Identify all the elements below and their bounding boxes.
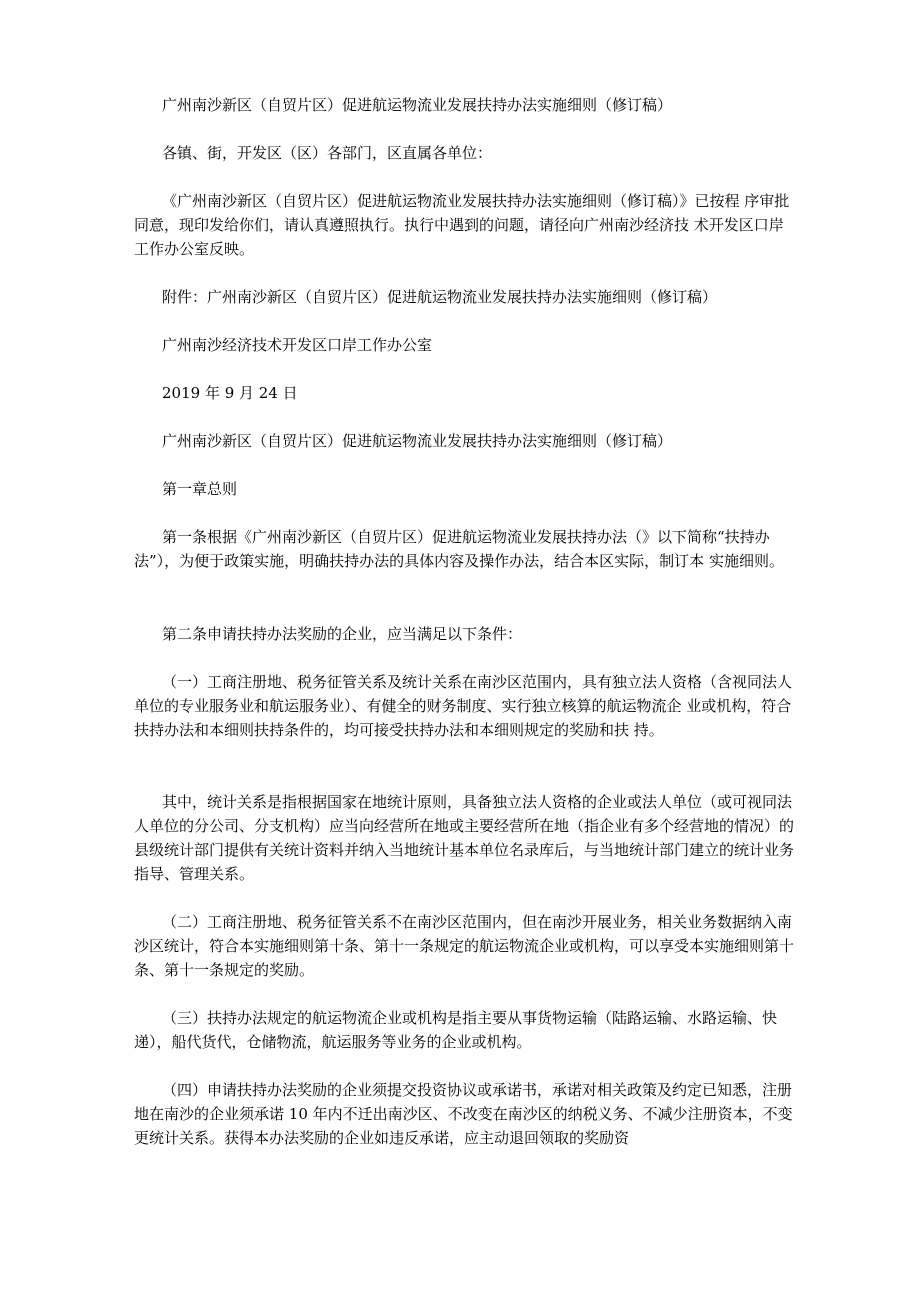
article-2-item-2: （二）工商注册地、税务征管关系不在南沙区范围内，但在南沙开展业务，相关业务数据纳入南沙区统计，符合本实施细则第十条、第十一条规定的航运物流企业或机构，可以享受本实施细则第十条、第十一条规定的奖励。 [134,913,795,979]
article-2-item-1-note: 其中，统计关系是指根据国家在地统计原则，具备独立法人资格的企业或法人单位（或可视同法人单位的分公司、分支机构）应当向经营所在地或主要经营所在地（指企业有多个经营地的情况）的县级统计部门提供有关统计资料并纳入当地统计基本单位名录库后，与当地统计部门建立的统计业务指导、管理关系。 [134,793,795,883]
article-2-item-1: （一）工商注册地、税务征管关系及统计关系在南沙区范围内，具有独立法人资格（含视同法人单位的专业服务业和航运服务业）、有健全的财务制度、实行独立核算的航运物流企 业或机构，符合扶持办法和本细则扶持条件的，均可接受扶持办法和本细则规定的奖励和扶 持。 [134,673,793,739]
notice-paragraph: 《广州南沙新区（自贸片区）促进航运物流业发展扶持办法实施细则（修订稿）》已按程 序审批同意，现印发给你们，请认真遵照执行。执行中遇到的问题，请径向广州南沙经济技 术开发区口岸工作办公室反映。 [134,192,790,258]
issue-date: 2019 年 9 月 24 日 [162,384,298,402]
article-1: 第一条根据《广州南沙新区（自贸片区）促进航运物流业发展扶持办法（》以下简称“扶持办法”），为便于政策实施，明确扶持办法的具体内容及操作办法，结合本区实际，制订本 实施细则。 [134,528,784,570]
attachment-line: 附件：广州南沙新区（自贸片区）促进航运物流业发展扶持办法实施细则（修订稿） [162,288,718,306]
document-title-main: 广州南沙新区（自贸片区）促进航运物流业发展扶持办法实施细则（修订稿） [162,432,673,450]
chapter-heading: 第一章总则 [162,480,238,498]
document-title-top: 广州南沙新区（自贸片区）促进航运物流业发展扶持办法实施细则（修订稿） [162,96,673,114]
article-2-item-3: （三）扶持办法规定的航运物流企业或机构是指主要从事货物运输（陆路运输、水路运输、快递），船代货代，仓储物流，航运服务等业务的企业或机构。 [134,1009,778,1051]
salutation: 各镇、街，开发区（区）各部门，区直属各单位： [162,144,493,162]
article-2-item-4: （四）申请扶持办法奖励的企业须提交投资协议或承诺书，承诺对相关政策及约定已知悉，注册地在南沙的企业须承诺 10 年内不迁出南沙区、不改变在南沙区的纳税义务、不减少注册资本，不变更统计关系。获得本办法奖励的企业如违反承诺，应主动退回领取的奖励资 [134,1081,793,1147]
issuer-line: 广州南沙经济技术开发区口岸工作办公室 [162,336,433,354]
article-2: 第二条申请扶持办法奖励的企业，应当满足以下条件： [162,625,523,643]
